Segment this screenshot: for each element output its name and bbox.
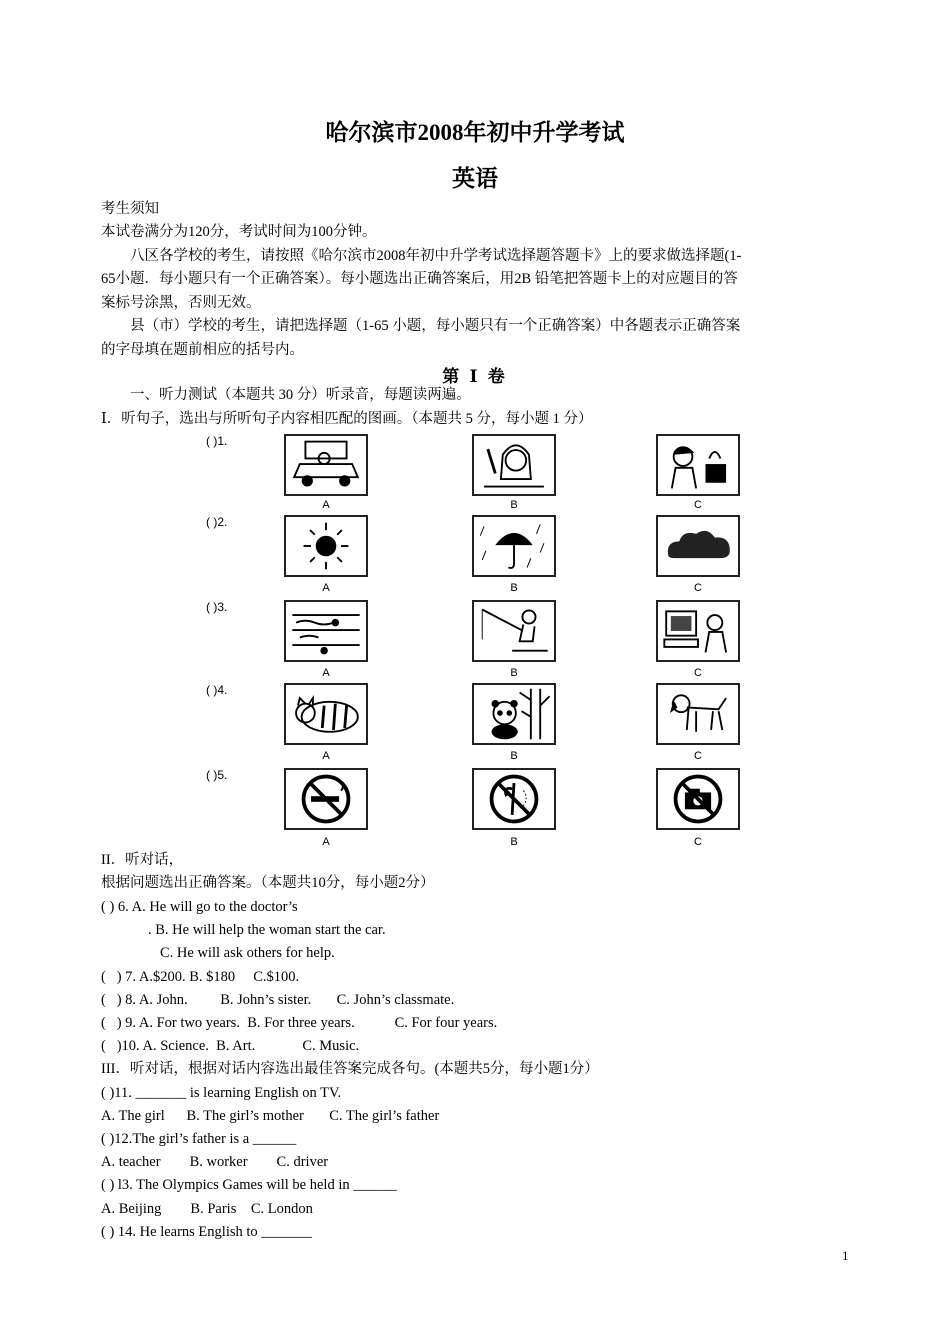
no-camera-icon[interactable]: [656, 768, 740, 830]
question-label: ( )1.: [206, 434, 228, 448]
no-flowers-icon[interactable]: [472, 768, 556, 830]
no-smoking-icon[interactable]: [284, 768, 368, 830]
part2-heading: II．听对话，: [101, 852, 184, 868]
question-13-options: A. Beijing B. Paris C. London: [101, 1201, 313, 1217]
question-label: ( )4.: [206, 683, 228, 697]
notice-p2-line-2: 65小题．每小题只有一个正确答案）。每小题选出正确答案后，用2B 铅笔把答题卡上的对应题目的答: [101, 271, 738, 287]
fishing-icon[interactable]: [472, 600, 556, 662]
section-title: 第 Ⅰ 卷: [442, 367, 508, 386]
woman-cooking-icon[interactable]: [656, 434, 740, 496]
option-letter: C: [694, 750, 702, 762]
person-in-car-icon[interactable]: [284, 434, 368, 496]
option-letter: B: [510, 582, 518, 594]
part3-heading: III．听对话，根据对话内容选出最佳答案完成各句。(本题共5分，每小题1分）: [101, 1061, 599, 1077]
question-10: ( )10. A. Science. B. Art. C. Music.: [101, 1038, 360, 1054]
question-12-options: A. teacher B. worker C. driver: [101, 1154, 329, 1170]
notice-p2-line-3: 案标号涂黑，否则无效。: [101, 295, 261, 311]
swimming-icon[interactable]: [284, 600, 368, 662]
panda-bamboo-icon[interactable]: [472, 683, 556, 745]
girl-waving-icon[interactable]: [472, 434, 556, 496]
listening-instruction: 一、听力测试（本题共 30 分）听录音，每题读两遍。: [130, 387, 471, 403]
option-letter: C: [694, 499, 702, 511]
cat-icon[interactable]: [284, 683, 368, 745]
question-label: ( )3.: [206, 600, 228, 614]
picture-questions: [206, 428, 746, 852]
question-label: ( )2.: [206, 515, 228, 529]
option-letter: A: [322, 836, 330, 848]
question-13: ( ) l3. The Olympics Games will be held in ______: [101, 1177, 397, 1193]
notice-line-1: 本试卷满分为120分，考试时间为100分钟。: [101, 224, 377, 240]
exam-title: 哈尔滨市2008年初中升学考试: [325, 120, 625, 145]
option-letter: B: [510, 499, 518, 511]
question-9: ( ) 9. A. For two years. B. For three years. C. For four years.: [101, 1015, 498, 1031]
notice-p3-line-2: 的字母填在题前相应的括号内。: [101, 342, 304, 358]
question-11: ( )11. _______ is learning English on TV.: [101, 1085, 342, 1101]
page-number: 1: [842, 1248, 849, 1263]
question-14: ( ) 14. He learns English to _______: [101, 1224, 313, 1240]
question-6: ( ) 6. A. He will go to the doctor’s: [101, 899, 298, 915]
part1-instruction: Ⅰ．听句子，选出与所听句子内容相匹配的图画。（本题共 5 分，每小题 1 分）: [101, 411, 593, 427]
option-letter: C: [694, 667, 702, 679]
question-8: ( ) 8. A. John. B. John’s sister. C. John’s classmate.: [101, 992, 455, 1008]
question-7: ( ) 7. A.$200. B. $180 C.$100.: [101, 969, 300, 985]
exam-subject: 英语: [452, 166, 498, 191]
notice-p3-line-1: 县（市）学校的考生，请把选择题（1-65 小题，每小题只有一个正确答案）中各题表示正确答案: [130, 318, 741, 334]
umbrella-rain-icon[interactable]: [472, 515, 556, 577]
question-label: ( )5.: [206, 768, 228, 782]
boy-computer-icon[interactable]: [656, 600, 740, 662]
option-letter: C: [694, 582, 702, 594]
option-letter: C: [694, 836, 702, 848]
option-letter: B: [510, 836, 518, 848]
notice-p2-line-1: 八区各学校的考生，请按照《哈尔滨市2008年初中升学考试选择题答题卡》上的要求做选择题(1-: [130, 248, 742, 264]
dog-icon[interactable]: [656, 683, 740, 745]
question-11-options: A. The girl B. The girl’s mother C. The girl’s father: [101, 1108, 440, 1124]
option-letter: A: [322, 750, 330, 762]
cloud-icon[interactable]: [656, 515, 740, 577]
option-letter: B: [510, 667, 518, 679]
part2-instruction: 根据问题选出正确答案。（本题共10分，每小题2分）: [101, 875, 435, 891]
question-6-option-b: . B. He will help the woman start the car.: [148, 922, 386, 938]
notice-heading: 考生须知: [101, 201, 159, 217]
question-12: ( )12.The girl’s father is a ______: [101, 1131, 297, 1147]
option-letter: A: [322, 582, 330, 594]
question-6-option-c: C. He will ask others for help.: [160, 945, 335, 961]
option-letter: B: [510, 750, 518, 762]
option-letter: A: [322, 499, 330, 511]
sun-icon[interactable]: [284, 515, 368, 577]
option-letter: A: [322, 667, 330, 679]
